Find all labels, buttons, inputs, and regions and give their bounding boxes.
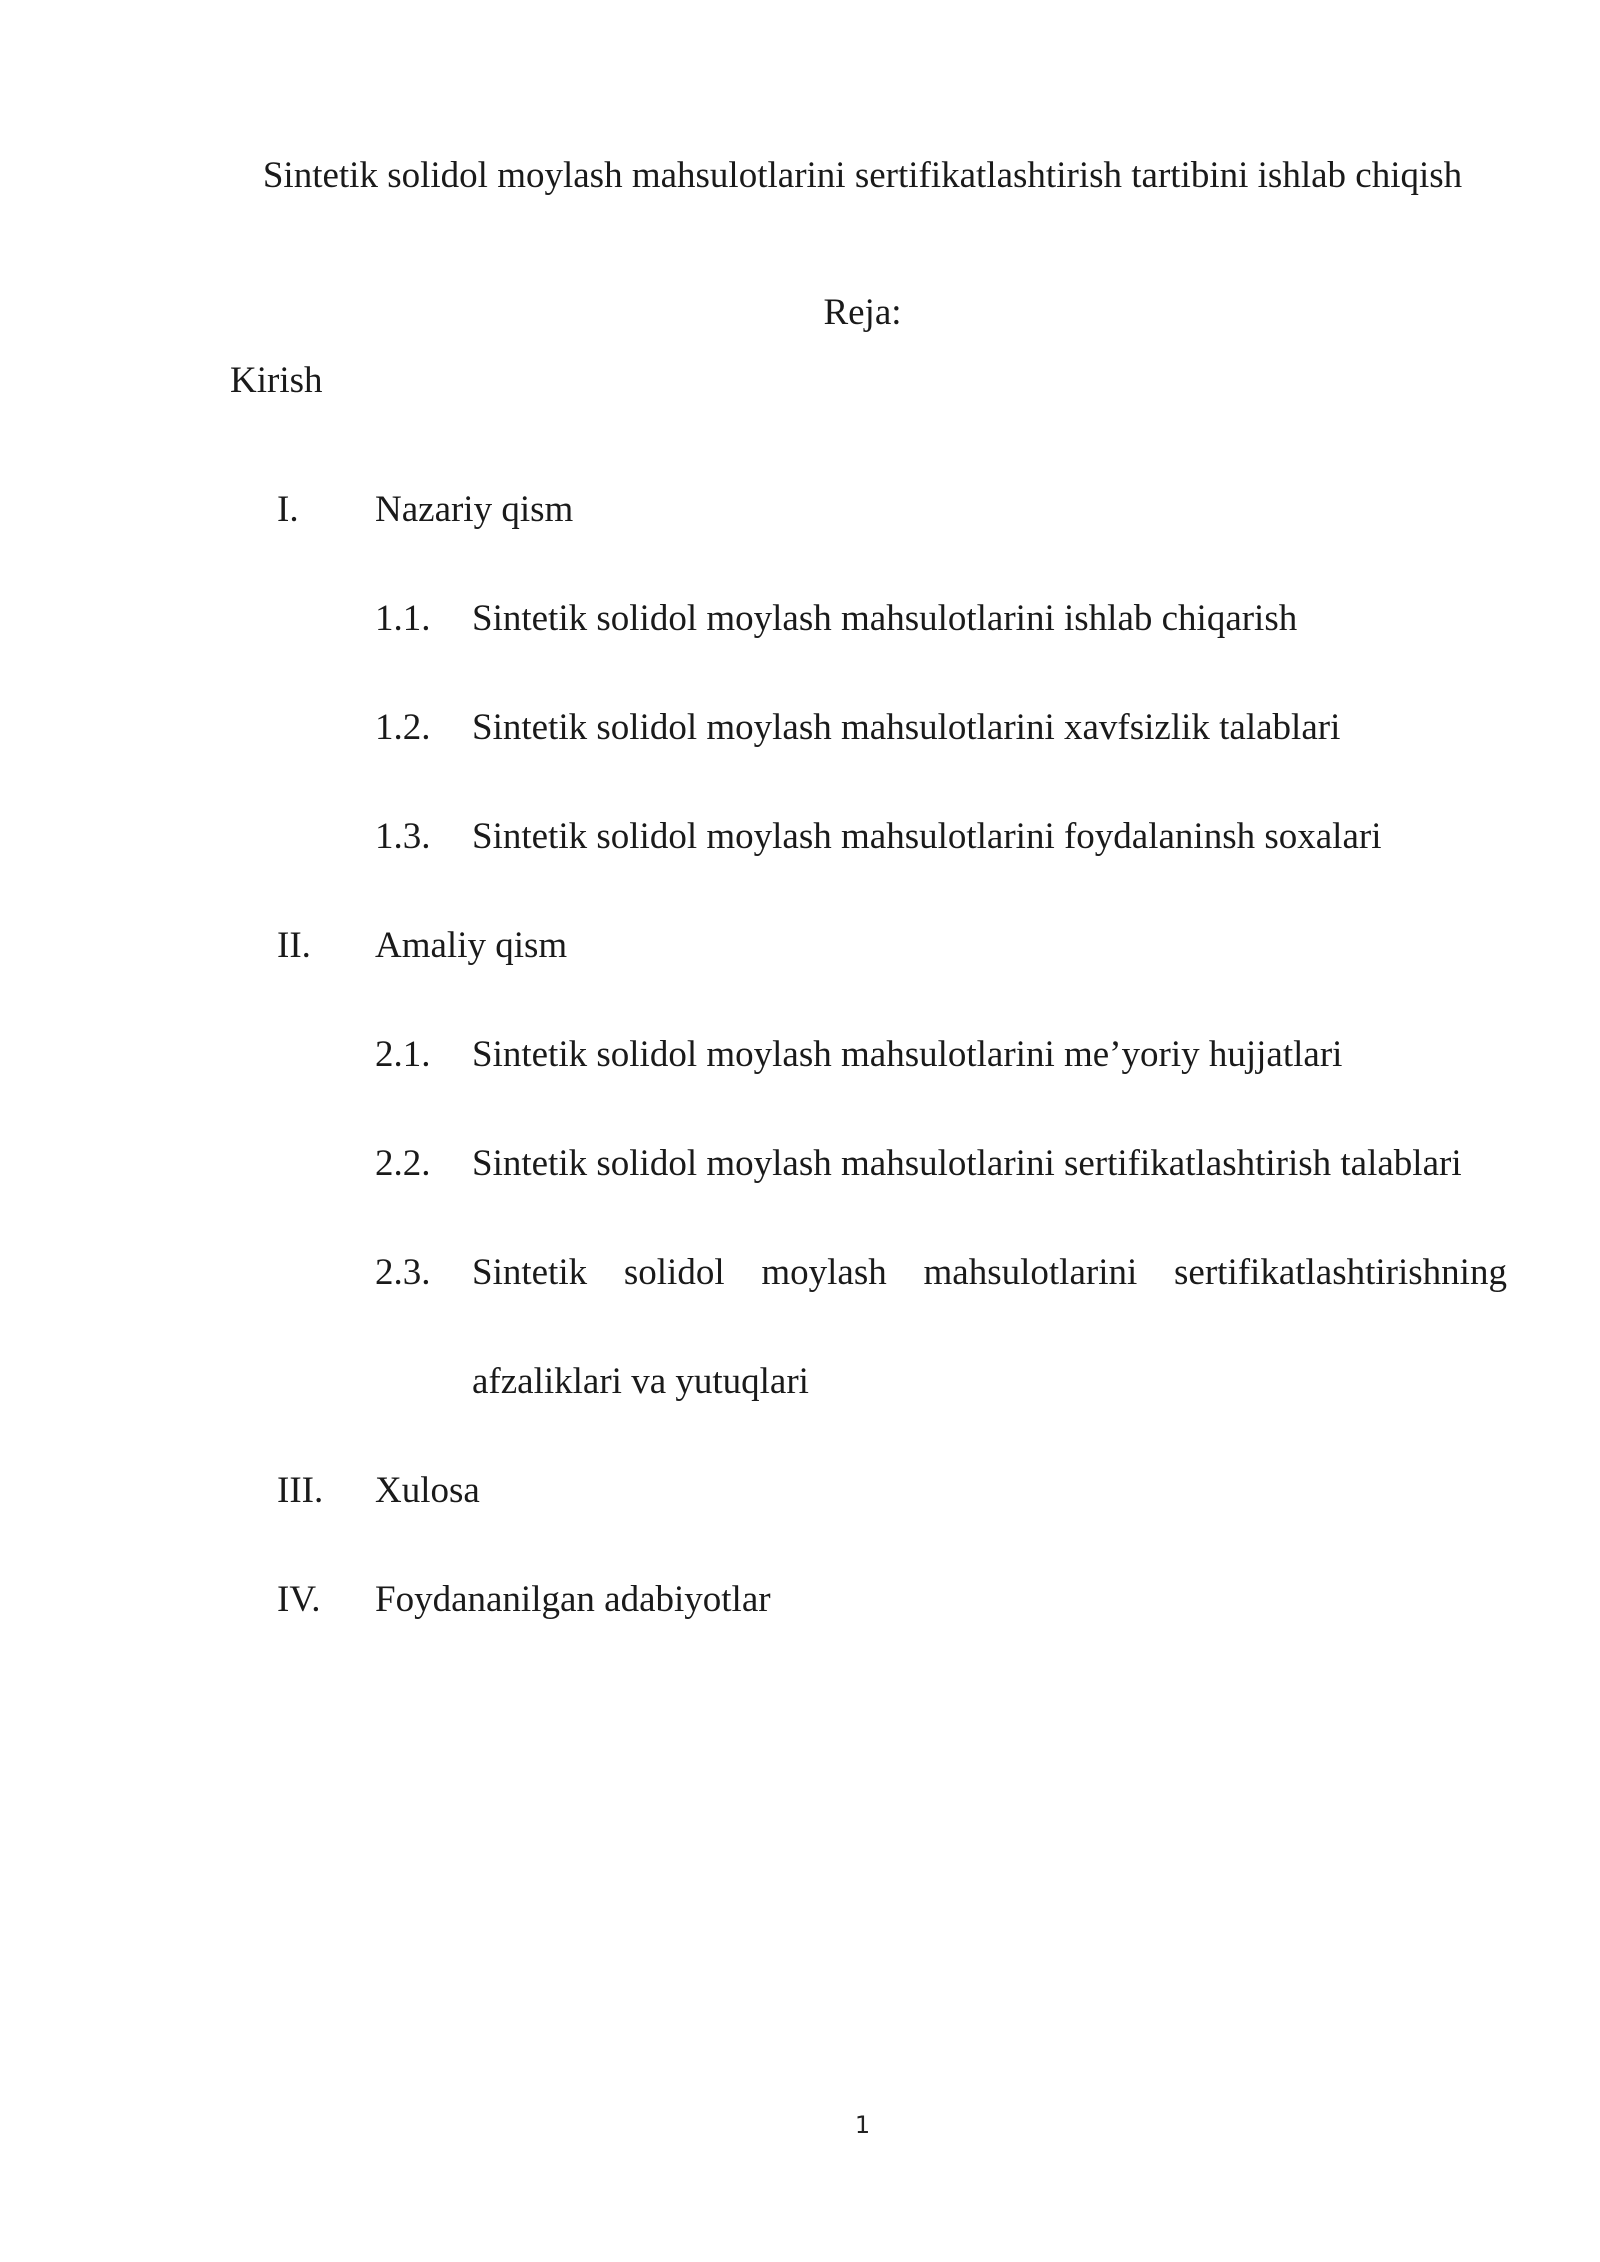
subsection-number: 2.2. [375,1143,431,1184]
subsection-label: Sintetik solidol moylash mahsulotlarini foydalaninsh soxalari [472,816,1382,857]
subsection-label-continuation: afzaliklari va yutuqlari [472,1361,809,1402]
subsection-label: Sintetik solidol moylash mahsulotlarini ishlab chiqarish [472,598,1298,639]
subsection-number: 1.2. [375,707,431,748]
section-label: Xulosa [375,1470,480,1511]
subsection-label: Sintetik solidol moylash mahsulotlarini me’yoriy hujjatlari [472,1034,1343,1075]
label-word: sertifikatlashtirishning [1174,1252,1507,1293]
plan-heading: Reja: [823,292,902,333]
subsection-number: 1.3. [375,816,431,857]
subsection-number: 1.1. [375,598,431,639]
subsection-label: Sintetik solidol moylash mahsulotlarini xavfsizlik talablari [472,707,1341,748]
section-label: Nazariy qism [375,489,574,530]
document-title: Sintetik solidol moylash mahsulotlarini sertifikatlashtirish tartibini ishlab chiqish [262,155,1463,196]
subsection-number: 2.3. [375,1252,431,1293]
page-number: 1 [854,2111,871,2139]
subsection-number: 2.1. [375,1034,431,1075]
section-number: III. [277,1470,324,1511]
label-word: Sintetik [472,1252,588,1293]
label-word: mahsulotlarini [923,1252,1138,1293]
section-label: Foydananilgan adabiyotlar [375,1579,771,1620]
section-number: I. [277,489,299,530]
subsection-label [472,1247,1507,1299]
label-word: solidol [623,1252,725,1293]
label-word: moylash [761,1252,887,1293]
section-number: IV. [277,1579,321,1620]
section-number: II. [277,925,311,966]
intro-item: Kirish [230,360,323,401]
section-label: Amaliy qism [375,925,568,966]
subsection-label: Sintetik solidol moylash mahsulotlarini sertifikatlashtirish talablari [472,1143,1462,1184]
